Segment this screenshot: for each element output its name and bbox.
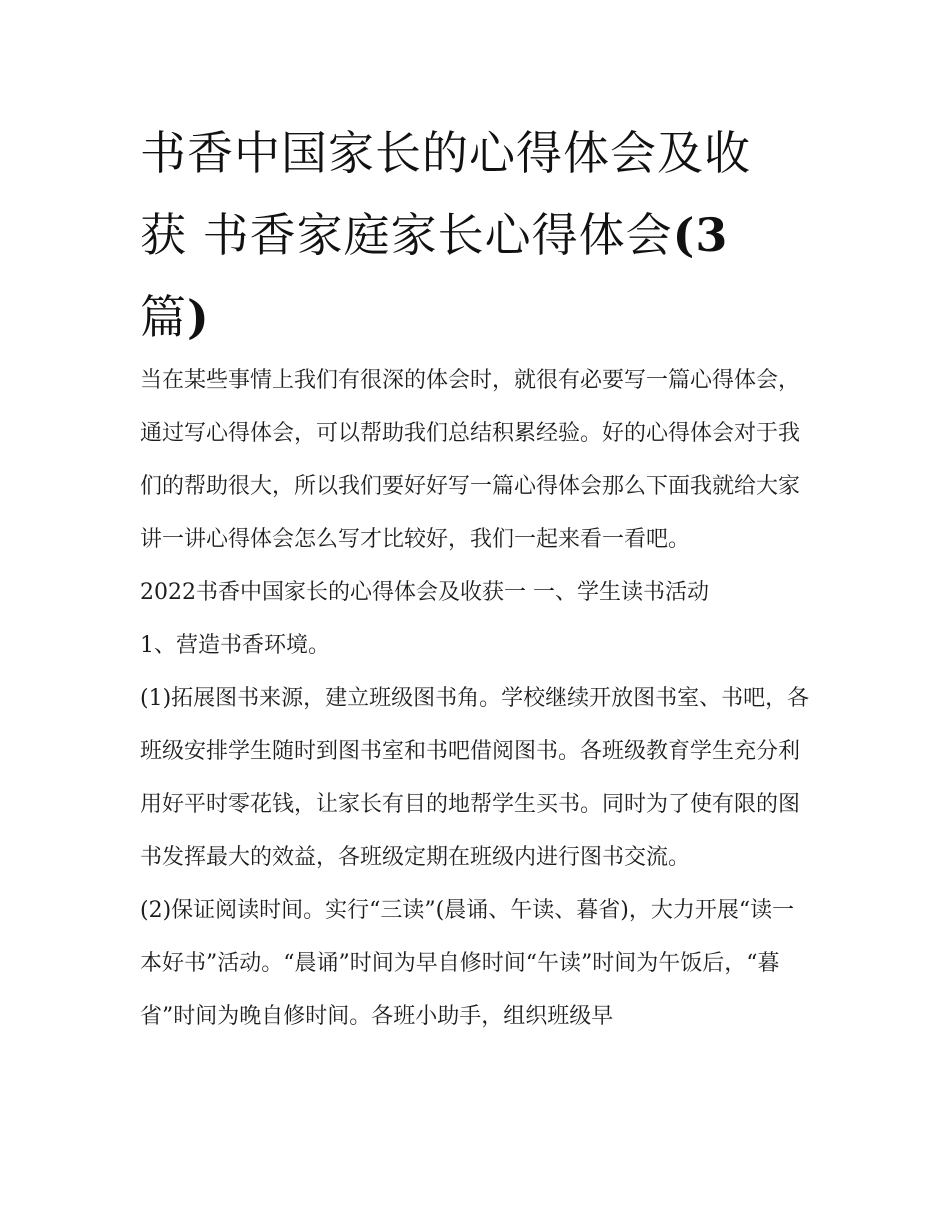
- subheading-environment: 1、营造书香环境。: [140, 633, 330, 658]
- title-line-2: 获 书香家庭家长心得体会: [140, 208, 673, 262]
- paragraph-reading-time: (2)保证阅读时间。实行“三读”(晨诵、午读、暮省)，大力开展“读一本好书”活动。“晨诵”时间为早自修时间“午读”时间为午饭后，“暮省”时间为晚自修时间。各班小助手，组织班级早: [140, 898, 795, 1029]
- document-title: [140, 112, 820, 358]
- paragraph-book-sources: (1)拓展图书来源，建立班级图书角。学校继续开放图书室、书吧，各班级安排学生随时到图书室和书吧借阅图书。各班级教育学生充分利用好平时零花钱，让家长有目的地帮学生买书。同时为了使有限的图书发挥最大的效益，各班级定期在班级内进行图书交流。: [140, 686, 810, 870]
- document-body: [140, 354, 816, 1043]
- title-line-3-suffix: ): [187, 290, 210, 344]
- title-line-1: 书香中国家长的心得体会及收: [140, 126, 751, 180]
- title-line-3: 篇: [140, 290, 187, 344]
- title-line-2-suffix: (3: [672, 208, 729, 262]
- intro-paragraph: 当在某些事情上我们有很深的体会时，就很有必要写一篇心得体会，通过写心得体会，可以帮助我们总结积累经验。好的心得体会对于我们的帮助很大，所以我们要好好写一篇心得体会那么下面我就给大家讲一讲心得体会怎么写才比较好，我们一起来看一看吧。: [140, 368, 801, 552]
- section-heading: 2022书香中国家长的心得体会及收获一 一、学生读书活动: [140, 580, 709, 605]
